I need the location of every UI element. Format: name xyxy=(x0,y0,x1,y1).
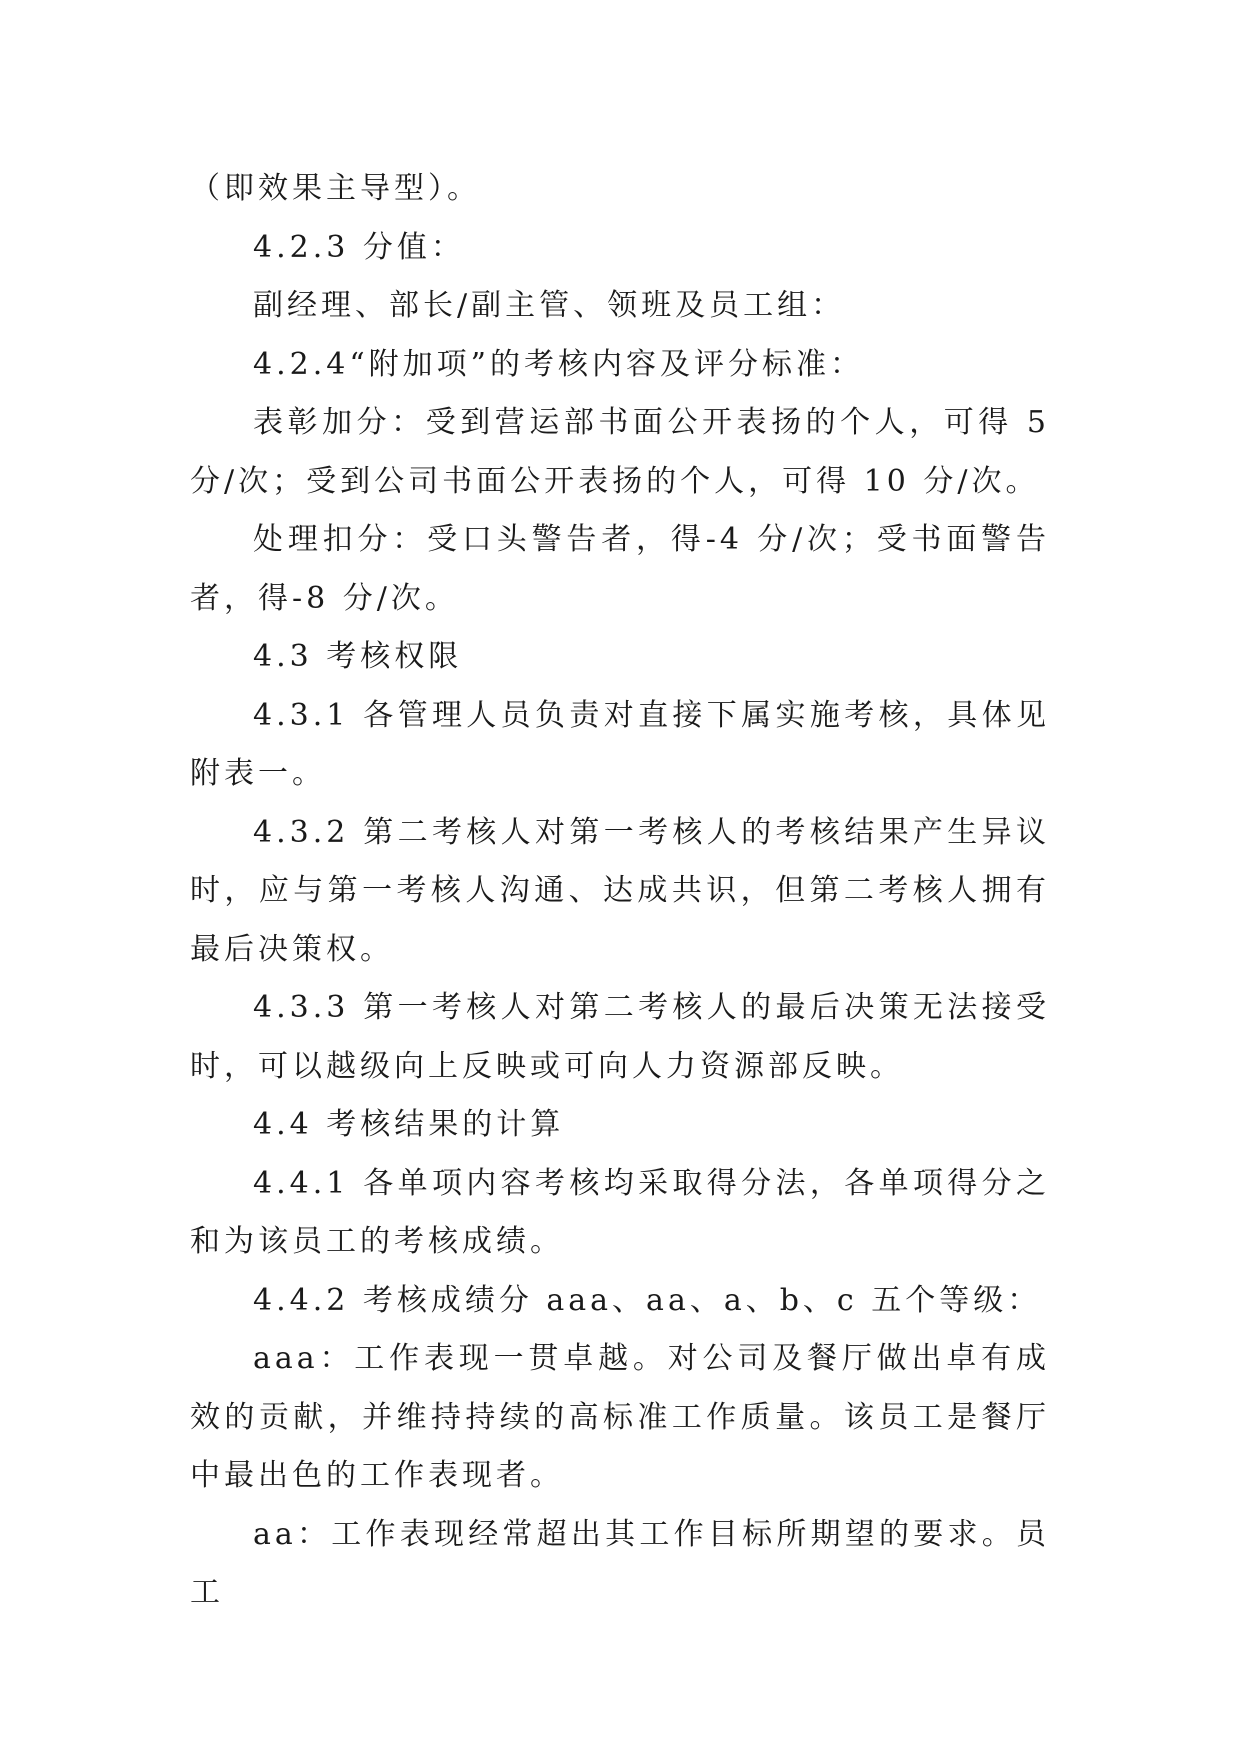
paragraph-additional-items-heading: 4.2.4“附加项”的考核内容及评分标准： xyxy=(253,346,865,382)
paragraph-commendation-bonus: 表彰加分：受到营运部书面公开表扬的个人，可得 5 分/次；受到公司书面公开表扬的个人，可得 10 分/次。 xyxy=(190,405,1050,499)
paragraph-continuation: （即效果主导型）。 xyxy=(190,171,481,206)
paragraph-4-3-3: 4.3.3 第一考核人对第二考核人的最后决策无法接受时，可以越级向上反映或可向人力资源部反映。 xyxy=(190,990,1050,1084)
paragraph-4-3-1: 4.3.1 各管理人员负责对直接下属实施考核，具体见附表一。 xyxy=(190,697,1050,791)
section-heading-authority: 4.3 考核权限 xyxy=(253,639,463,674)
paragraph-score-groups: 副经理、部长/副主管、领班及员工组： xyxy=(253,288,846,323)
section-heading-calculation: 4.4 考核结果的计算 xyxy=(253,1107,565,1142)
paragraph-4-4-1: 4.4.1 各单项内容考核均采取得分法，各单项得分之和为该员工的考核成绩。 xyxy=(190,1165,1050,1259)
paragraph-penalty-deduction: 处理扣分：受口头警告者，得-4 分/次；受书面警告者，得-8 分/次。 xyxy=(190,522,1050,616)
paragraph-score-heading: 4.2.3 分值： xyxy=(253,229,465,265)
paragraph-grade-aaa: aaa：工作表现一贯卓越。对公司及餐厅做出卓有成效的贡献，并维持持续的高标准工作质量。该员工是餐厅中最出色的工作表现者。 xyxy=(190,1341,1050,1493)
document-body xyxy=(190,160,1050,1623)
paragraph-4-3-2: 4.3.2 第二考核人对第一考核人的考核结果产生异议时，应与第一考核人沟通、达成共识，但第二考核人拥有最后决策权。 xyxy=(190,814,1050,967)
paragraph-4-4-2: 4.4.2 考核成绩分 aaa、aa、a、b、c 五个等级： xyxy=(253,1282,1042,1318)
paragraph-grade-aa: aa：工作表现经常超出其工作目标所期望的要求。员工 xyxy=(190,1516,1050,1610)
